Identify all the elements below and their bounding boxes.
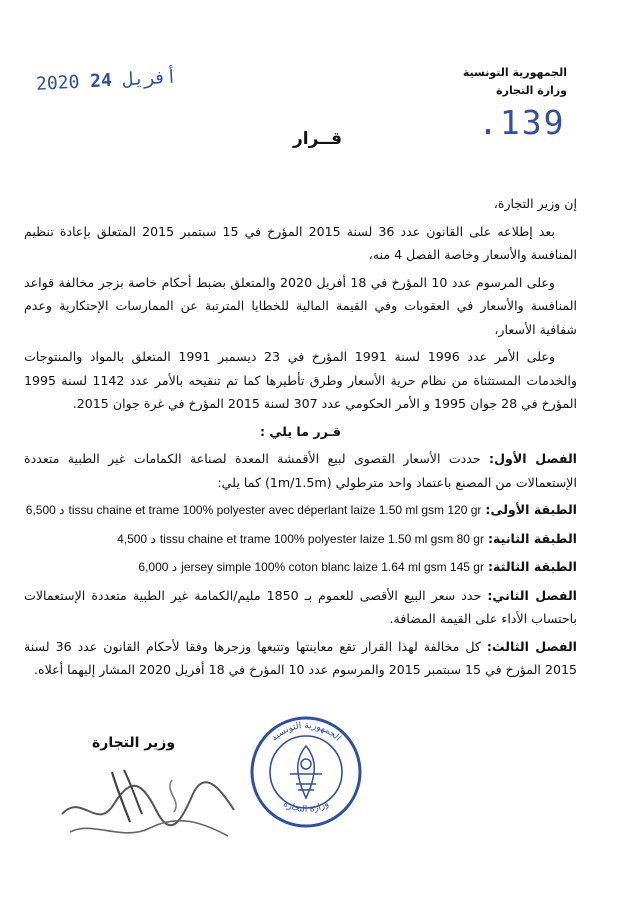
layer-2 [24, 527, 577, 552]
stamp-month: أفريل [122, 66, 178, 91]
layer-1-spec: tissu chaine et trame 100% polyester avec déperlant laize 1.50 ml gsm 120 gr [68, 503, 482, 517]
article-3-lead: الفصل الثالث: [486, 638, 577, 654]
stamp-year: 2020 [35, 71, 80, 95]
layer-2-spec: tissu chaine et trame 100% polyester laize 1.50 ml gsm 80 gr [159, 531, 484, 546]
article-1 [24, 447, 577, 494]
layer-3 [24, 555, 577, 580]
decision-number-stamp: .139 [478, 103, 566, 142]
opening-line: إن وزير التجارة، [493, 196, 577, 211]
layer-3-lead: الطبقة الثالثة: [488, 559, 577, 574]
letterhead [463, 64, 567, 100]
official-seal [246, 712, 366, 832]
article-2 [24, 584, 577, 631]
seal-ring-top-text: الجمهورية التونسية [269, 720, 343, 744]
signatory-title: وزير التجارة [92, 735, 176, 751]
seal-ring-bottom-text: وزارة التجارة [281, 798, 331, 815]
recital-1: بعد إطلاعه على القانون عدد 36 لسنة 2015 المؤرخ في 15 سبتمبر 2015 المتعلق بإعادة تنظيم المنافسة والأسعار وخاصة الفصل 4 منه، [24, 223, 577, 262]
layer-1-price: 6,500 د [25, 503, 65, 517]
ministry-name: وزارة التجارة [496, 84, 567, 97]
received-date-stamp [36, 66, 187, 95]
republic-name: الجمهورية التونسية [462, 66, 567, 79]
article-1-text: حددت الأسعار القصوى لبيع الأقمشة المعدة لصناعة الكمامات غير الطبية متعددة الإستعمالات من المصنع باعتماد واحد مترطولي (1m/1.5m) كما يلي: [24, 451, 577, 490]
layer-3-spec: jersey simple 100% coton blanc laize 1.64 ml gsm 145 gr [181, 560, 484, 574]
recital-3: وعلى الأمر عدد 1996 لسنة 1991 المؤرخ في 23 ديسمبر 1991 المتعلق بالمواد والمنتوجات والخدمات المستثناة من نظام حرية الأسعار وطرق تأطيرها كما تم تنقيحه بالأمر عدد 1142 لسنة 1995 المؤرخ في 28 جوان 1995 و الأمر الحكومي عدد 307 لسنة 2015 المؤرخ في غرة جوان 2015. [24, 349, 577, 411]
layer-3-price: 6,000 د [138, 560, 178, 574]
layer-1-lead: الطبقة الأولى: [485, 502, 577, 517]
layer-1 [24, 498, 577, 523]
handwritten-signature [52, 752, 242, 847]
article-1-lead: الفصل الأول: [489, 451, 577, 466]
layer-2-price: 4,500 د [117, 531, 156, 546]
decides-heading: قـرر ما يلي : [260, 423, 341, 439]
seal-emblem-icon [290, 746, 322, 798]
article-2-text: حدد سعر البيع الأقصى للعموم بـ 1850 مليم/الكمامة غير الطبية متعددة الإستعمالات باحتساب الأداء على القيمة المضافة. [24, 587, 577, 626]
layer-2-lead: الطبقة الثانية: [488, 530, 577, 546]
article-3 [24, 635, 577, 682]
article-2-lead: الفصل الثاني: [487, 587, 578, 603]
recital-2: وعلى المرسوم عدد 10 المؤرخ في 18 أفريل 2020 والمتعلق بضبط أحكام خاصة بزجر مخالفة قواعد المنافسة والأسعار في العقوبات وفي القيمة المالية للخطايا المترتبة عن الممارسات الإحتكارية وعدم شفافية الأسعار، [24, 274, 577, 337]
stamp-day: 24 [89, 69, 113, 93]
article-3-text: كل مخالفة لهذا القرار تقع معاينتها وتتبعها وزجرها وفقا لأحكام القانون عدد 36 لسنة 2015 المؤرخ في 15 سبتمبر 2015 والمرسوم عدد 10 المؤرخ في 18 أفريل 2020 المشار إليهما أعلاه. [24, 638, 577, 677]
document-body [24, 192, 577, 686]
document-title: قــرار [293, 129, 342, 149]
